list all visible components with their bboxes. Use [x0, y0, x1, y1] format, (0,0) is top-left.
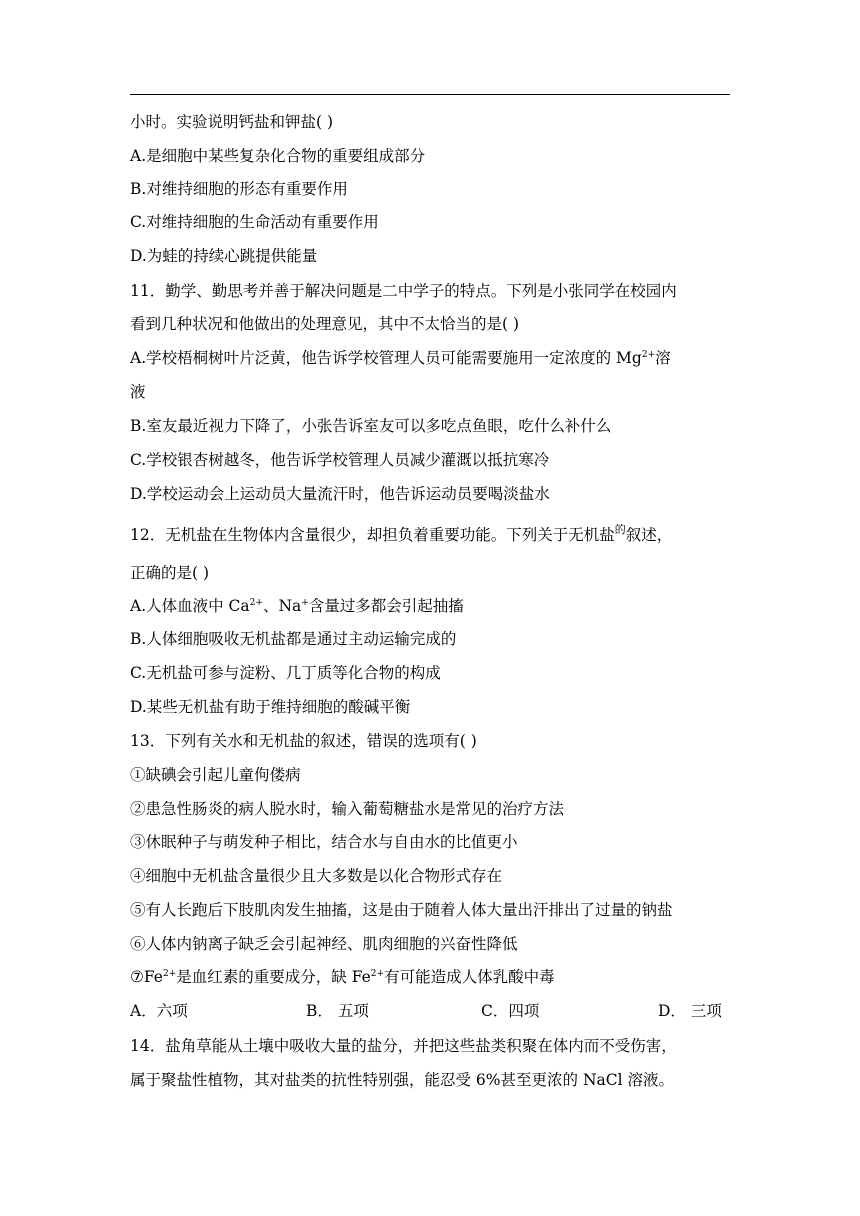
- q13-item-3: ③休眠种子与萌发种子相比，结合水与自由水的比值更小: [130, 833, 518, 851]
- q13-item-4: ④细胞中无机盐含量很少且大多数是以化合物形式存在: [130, 867, 503, 885]
- q12-option-a-text1: A.人体血液中 Ca: [130, 597, 250, 615]
- q12-stem-raised-char: 的: [614, 523, 626, 536]
- q13-option-a: A．六项: [130, 1002, 188, 1020]
- q13-option-c: C．四项: [481, 1002, 540, 1020]
- q10-option-c: C.对维持细胞的生命活动有重要作用: [130, 213, 379, 231]
- q13-item-2: ②患急性肠炎的病人脱水时，输入葡萄糖盐水是常见的治疗方法: [130, 800, 565, 818]
- q11-option-a: [130, 348, 671, 368]
- q11-option-b: B.室友最近视力下降了，小张告诉室友可以多吃点鱼眼，吃什么补什么: [130, 417, 612, 435]
- q13-item-1: ①缺碘会引起儿童佝偻病: [130, 766, 301, 784]
- q12-stem-line1: [130, 525, 672, 545]
- q10-option-d: D.为蛙的持续心跳提供能量: [130, 247, 318, 265]
- q11-option-d: D.学校运动会上运动员大量流汗时，他告诉运动员要喝淡盐水: [130, 485, 550, 503]
- q12-option-b: B.人体细胞吸收无机盐都是通过主动运输完成的: [130, 630, 457, 648]
- q12-stem-line2: 正确的是( ): [130, 564, 210, 582]
- q13-item-7-text3: 有可能造成人体乳酸中毒: [384, 968, 555, 986]
- q12-stem-text: 12．无机盐在生物体内含量很少，却担负着重要功能。下列关于无机盐: [130, 526, 615, 544]
- q13-item-7-text2: 是血红素的重要成分，缺 Fe: [176, 968, 371, 986]
- q14-stem-line2: 属于聚盐性植物，其对盐类的抗性特别强，能忍受 6%甚至更浓的 NaCl 溶液。: [130, 1071, 674, 1089]
- q12-option-c: C.无机盐可参与淀粉、几丁质等化合物的构成: [130, 664, 441, 682]
- q13-item-7-sup2: 2+: [370, 969, 385, 979]
- q12-stem-text-end: 叙述，: [625, 526, 673, 544]
- q11-stem-line2: 看到几种状况和他做出的处理意见，其中不太恰当的是( ): [130, 315, 520, 333]
- q13-item-6: ⑥人体内钠离子缺乏会引起神经、肌肉细胞的兴奋性降低: [130, 935, 518, 953]
- q13-option-b: B． 五项: [306, 1002, 369, 1020]
- q12-option-a-text3: 含量过多都会引起抽搐: [308, 597, 464, 615]
- q12-option-d: D.某些无机盐有助于维持细胞的酸碱平衡: [130, 698, 411, 716]
- q11-option-a-text-end: 溶: [655, 349, 671, 367]
- q13-item-7: [130, 967, 555, 987]
- q13-stem: 13．下列有关水和无机盐的叙述，错误的选项有( ): [130, 732, 477, 750]
- q10-stem-tail: 小时。实验说明钙盐和钾盐( ): [130, 113, 334, 131]
- q13-item-7-text1: ⑦Fe: [130, 968, 163, 986]
- q13-item-7-sup1: 2+: [162, 969, 177, 979]
- q13-option-d: D． 三项: [658, 1002, 722, 1020]
- header-rule: [130, 94, 730, 95]
- q11-option-a-line2: 液: [130, 383, 146, 401]
- q14-stem-line1: 14．盐角草能从土壤中吸收大量的盐分，并把这些盐类积聚在体内而不受伤害，: [130, 1037, 677, 1055]
- q12-option-a-sup1: 2+: [249, 598, 263, 608]
- q11-stem-line1: 11．勤学、勤思考并善于解决问题是二中学子的特点。下列是小张同学在校园内: [130, 282, 677, 300]
- q13-item-5: ⑤有人长跑后下肢肌肉发生抽搐，这是由于随着人体大量出汗排出了过量的钠盐: [130, 901, 673, 919]
- q10-option-a: A.是细胞中某些复杂化合物的重要组成部分: [130, 147, 426, 165]
- q12-option-a-text2: 、Na: [262, 597, 302, 615]
- q11-option-c: C.学校银杏树越冬，他告诉学校管理人员减少灌溉以抵抗寒冷: [130, 451, 550, 469]
- q12-option-a: [130, 596, 464, 616]
- q11-option-a-superscript: 2+: [641, 350, 656, 360]
- q10-option-b: B.对维持细胞的形态有重要作用: [130, 180, 348, 198]
- q11-option-a-text: A.学校梧桐树叶片泛黄，他告诉学校管理人员可能需要施用一定浓度的 Mg: [130, 349, 642, 367]
- q12-option-a-sup2: +: [301, 598, 309, 608]
